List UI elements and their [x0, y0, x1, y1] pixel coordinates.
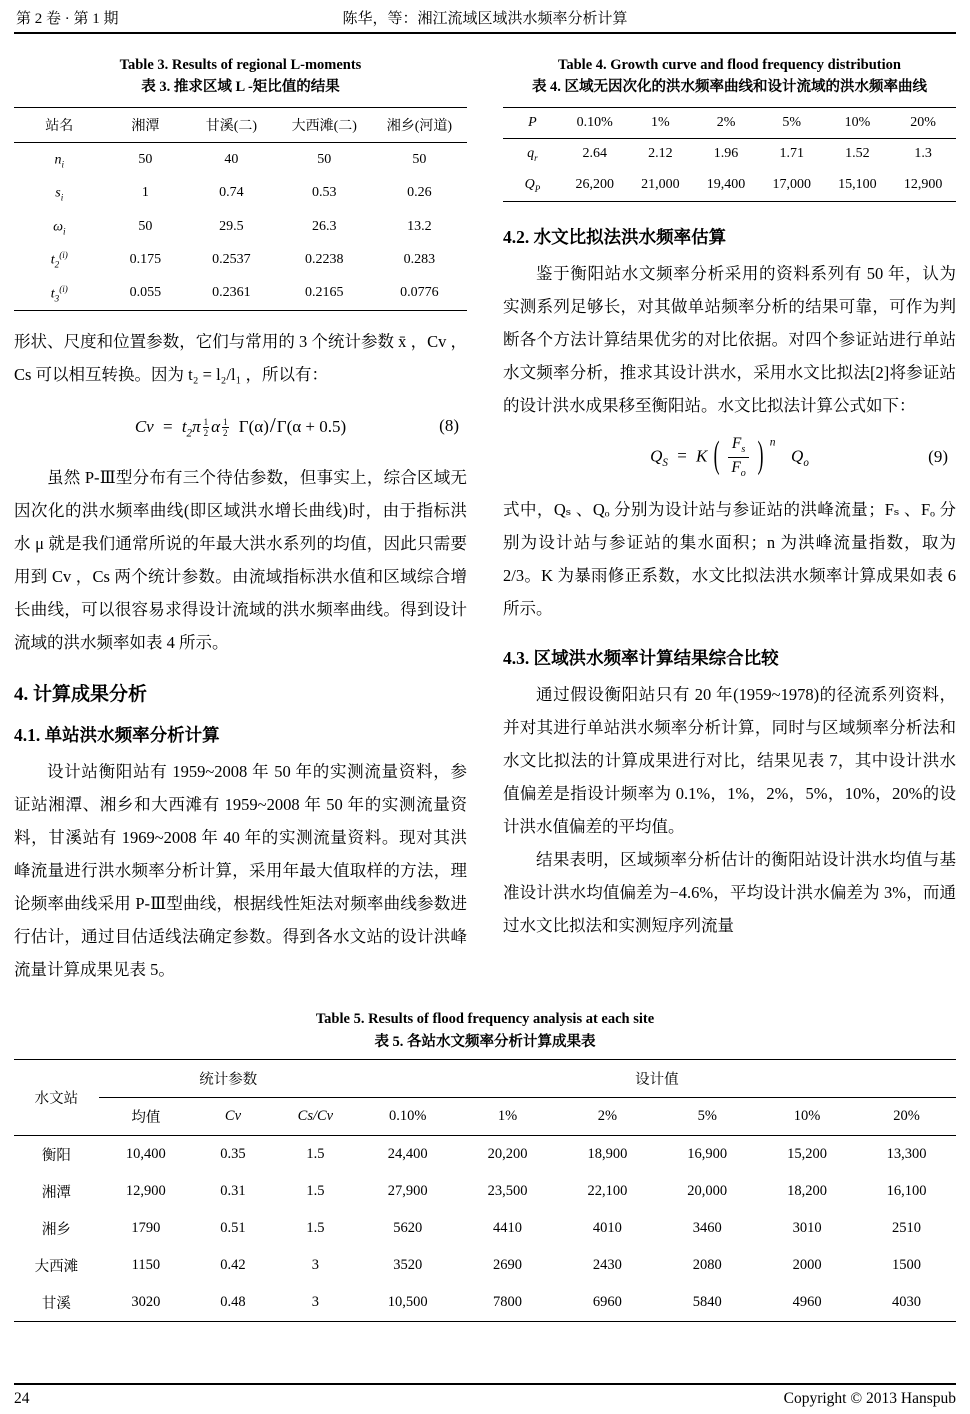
page-number: 24	[14, 1390, 30, 1407]
table-cell: 27,900	[387, 1183, 428, 1200]
table-cell: 0.31	[220, 1183, 246, 1200]
section-heading-4: 4. 计算成果分析	[14, 684, 148, 706]
table4-header-cell: 2%	[716, 114, 736, 130]
table-cell: 0.48	[220, 1294, 246, 1311]
table3	[14, 107, 467, 311]
table3-header-cell: 湘潭	[131, 118, 160, 134]
table-cell: 5620	[393, 1220, 423, 1237]
table-cell: 3460	[692, 1220, 722, 1237]
row-label: $\omega_i$	[53, 219, 66, 237]
table-cell: 1.96	[713, 146, 739, 162]
table-cell: 1.3	[914, 146, 932, 162]
row-label: $s_i$	[55, 186, 64, 203]
table-cell: 19,400	[706, 177, 746, 193]
table-cell: 20,200	[487, 1146, 528, 1163]
row-label: $q_r$	[527, 145, 538, 163]
table-cell: 50	[412, 151, 427, 167]
table-cell: 0.42	[220, 1257, 246, 1274]
table-cell: 18,900	[587, 1146, 628, 1163]
table-cell: 29.5	[219, 218, 244, 234]
running-title: 陈华，等：湘江流域区域洪水频率分析计算	[342, 11, 628, 27]
table4-header-cell: 20%	[910, 114, 936, 130]
subheader-cell: 20%	[893, 1108, 920, 1125]
paragraph: 结果表明，区域频率分析估计的衡阳站设计洪水均值与基准设计洪水均值偏差为−4.6%，平均设计洪水偏差为 3%，而通过水文比拟法和实测短序列流量	[503, 849, 956, 935]
fraction-exponent: $\frac{1}{2}$	[223, 417, 228, 439]
table-row	[14, 1173, 956, 1210]
subheader-cell: 2%	[597, 1108, 618, 1125]
table-row	[14, 1136, 956, 1174]
two-column-body	[14, 54, 956, 986]
table-cell: 2000	[792, 1257, 822, 1274]
table-cell: 4010	[592, 1220, 622, 1237]
row-label: $n_i$	[54, 152, 65, 170]
section-heading-42: 4.2. 水文比拟法洪水频率估算	[503, 226, 727, 247]
table-cell: 1.5	[306, 1146, 325, 1163]
section-heading-43: 4.3. 区域洪水频率计算结果综合比较	[503, 647, 779, 668]
table-cell: 0.055	[129, 285, 162, 301]
table-cell: 23,500	[487, 1183, 528, 1200]
table-cell: 10,400	[125, 1146, 166, 1163]
right-paren: )	[757, 433, 764, 476]
table-cell: 0.26	[407, 185, 432, 201]
row-label: P	[528, 114, 537, 130]
equation-9-body: $Q_S = K$ ( $\frac{F_s}{F_o}$ ) $^n$ $Q_o$	[650, 433, 809, 480]
station-cell: 湘乡	[41, 1222, 71, 1239]
journal-issue: 第 2 卷 · 第 1 期	[16, 11, 119, 27]
station-column-header: 水文站	[34, 1091, 79, 1108]
table-cell: 0.2238	[305, 252, 344, 268]
table3-caption-zh: 表 3. 推求区域 L -矩比值的结果	[141, 79, 340, 96]
table-cell: 4030	[892, 1294, 921, 1311]
table5	[14, 1059, 956, 1322]
table-cell: 50	[138, 218, 153, 234]
equation-8	[14, 403, 467, 449]
page-footer	[14, 1383, 956, 1408]
equation-number: (9)	[928, 447, 948, 467]
copyright-notice: Copyright © 2013 Hanspub	[783, 1390, 956, 1407]
paragraph: 式中，Qₛ 、Qₒ 分别为设计站与参证站的洪峰流量；Fₛ 、Fₒ 分别为设计站与参证站的集水面积；n 为洪峰流量指数，取为 2/3。K 为暴雨修正系数，水文比拟法洪水频率计算成果如表 6 所示。	[503, 499, 956, 618]
table-row	[14, 210, 467, 243]
table-cell: 0.175	[129, 252, 162, 268]
subheader-cell: 0.10%	[388, 1108, 427, 1125]
table3-header-cell: 大西滩(二)	[291, 118, 357, 134]
table-cell: 22,100	[587, 1183, 628, 1200]
table3-caption-en: Table 3. Results of regional L-moments	[119, 57, 362, 73]
table4-header-cell: 10%	[844, 114, 871, 130]
table-cell: 12,900	[125, 1183, 166, 1200]
table-cell: 1.5	[306, 1183, 325, 1200]
table-cell: 6960	[592, 1294, 622, 1311]
table-cell: 0.51	[220, 1220, 246, 1237]
stats-group-header: 统计参数	[99, 1060, 358, 1098]
left-paren: (	[713, 433, 720, 476]
subheader-cell: Cv	[224, 1108, 242, 1125]
table-cell: 50	[138, 151, 153, 167]
table-cell: 1150	[131, 1257, 161, 1274]
table-cell: 26.3	[312, 218, 337, 234]
table-cell: 2510	[892, 1220, 921, 1237]
table-cell: 0.283	[403, 252, 436, 268]
table-cell: 15,100	[838, 177, 877, 193]
table-cell: 3	[311, 1257, 320, 1274]
table3-header-cell: 甘溪(二)	[205, 118, 258, 134]
table-cell: 0.2165	[305, 285, 344, 301]
table-cell: 1.5	[306, 1220, 325, 1237]
table-row	[503, 170, 956, 201]
paragraph: 鉴于衡阳站水文频率分析采用的资料系列有 50 年，认为实测系列足够长，对其做单站频率分析的结果可靠，可作为判断各个方法计算结果优劣的对比依据。对四个参证站进行单站水文频率分析，推求其设计洪水，采用水文比拟法[2]将参证站的设计洪水成果移至衡阳站。水文比拟法计算公式如下：	[503, 263, 956, 415]
table-cell: 3020	[131, 1294, 161, 1311]
table-cell: 3	[311, 1294, 320, 1311]
station-cell: 大西滩	[34, 1259, 79, 1276]
table-cell: 1.52	[845, 146, 870, 162]
table-row	[14, 277, 467, 311]
table4-caption	[503, 54, 956, 99]
table5-caption-zh: 表 5. 各站水文频率分析计算成果表	[374, 1033, 596, 1050]
section-heading-41: 4.1. 单站洪水频率分析计算	[14, 725, 220, 746]
table-cell: 16,100	[886, 1183, 927, 1200]
table-cell: 5840	[692, 1294, 722, 1311]
subheader-cell: Cs/Cv	[297, 1108, 334, 1125]
table-cell: 21,000	[641, 177, 680, 193]
table-cell: 4960	[792, 1294, 822, 1311]
table-cell: 13,300	[886, 1146, 927, 1163]
table-cell: 20,000	[687, 1183, 728, 1200]
table-row	[14, 142, 467, 176]
table-cell: 0.35	[220, 1146, 246, 1163]
table3-header-cell: 湘乡(河道)	[386, 118, 453, 134]
table-cell: 0.2537	[212, 252, 251, 268]
fraction-exponent: $\frac{1}{2}$	[203, 417, 209, 439]
table-row	[14, 1284, 956, 1322]
table-row	[14, 1247, 956, 1284]
table4-header-cell: 1%	[651, 114, 670, 130]
table-cell: 10,500	[387, 1294, 428, 1311]
paragraph: 虽然 P-Ⅲ型分布有三个待估参数，但事实上，综合区域无因次化的洪水频率曲线(即区域洪水增长曲线)时，由于指标洪水 μ 就是我们通常所说的年最大洪水系列的均值，因此只需要用到 Cv ，Cs 两个统计参数。由流域指标洪水值和区域综合增长曲线，可以很容易求得设计流域的洪水频率曲线。得到设计流域的洪水频率如表 4 所示。	[14, 468, 467, 653]
table4-header-cell: 5%	[782, 114, 802, 130]
equation-8-body: $Cv = t_2\pi$ $\frac{1}{2}$ α $\frac{1}{2}$ Γ(α)/Γ(α + 0.5)	[134, 413, 347, 440]
table-cell: 18,200	[787, 1183, 828, 1200]
page-header	[14, 6, 956, 34]
station-cell: 衡阳	[41, 1148, 71, 1165]
table-cell: 2430	[592, 1257, 622, 1274]
table-row	[14, 1210, 956, 1247]
equation-number: (8)	[439, 416, 459, 436]
table-cell: 12,900	[903, 177, 943, 193]
table-cell: 3520	[393, 1257, 423, 1274]
table-cell: 24,400	[387, 1146, 428, 1163]
table-row	[14, 243, 467, 276]
table-cell: 15,200	[787, 1146, 828, 1163]
table4-header-cell: 0.10%	[576, 114, 613, 130]
table5-group-header-row	[14, 1060, 956, 1098]
area-ratio-fraction: $\frac{F_s}{F_o}$	[728, 434, 749, 481]
table-cell: 1.71	[779, 146, 804, 162]
station-cell: 湘潭	[41, 1185, 71, 1202]
table-cell: 4410	[493, 1220, 523, 1237]
equation-9	[503, 434, 956, 481]
table-cell: 50	[317, 151, 332, 167]
table5-section	[14, 1008, 956, 1322]
subheader-cell: 5%	[697, 1108, 717, 1125]
row-label: $t_2^{(i)}$	[50, 250, 68, 270]
table5-caption-en: Table 5. Results of flood frequency analysis at each site	[315, 1011, 655, 1028]
table-row	[14, 176, 467, 209]
table-cell: 2080	[692, 1257, 722, 1274]
subheader-cell: 均值	[131, 1110, 161, 1127]
table-cell: 2690	[493, 1257, 523, 1274]
table-cell: 2.12	[648, 146, 673, 162]
table-cell: 1790	[131, 1220, 161, 1237]
right-column	[503, 54, 956, 986]
table-cell: 26,200	[575, 177, 614, 193]
paragraph: 通过假设衡阳站只有 20 年(1959~1978)的径流系列资料，并对其进行单站洪水频率分析计算，同时与区域频率分析法和水文比拟法的计算成果进行对比，结果见表 7，其中设计洪水值偏差是指设计频率为 0.1%，1%，2%，5%，10%，20%的设计洪水值偏差的平均值。	[503, 684, 956, 836]
table4-header-row	[503, 107, 956, 138]
table-cell: 16,900	[687, 1146, 728, 1163]
table5-caption	[14, 1008, 956, 1053]
row-label: $t_3^{(i)}$	[50, 283, 68, 304]
table-cell: 40	[224, 151, 239, 167]
paragraph-continuation: 形状、尺度和位置参数，它们与常用的 3 个统计参数 x̄ ，Cv ，Cs 可以相互转换。因为 t₂ = l₂/l₁ ，所以有：	[14, 332, 467, 385]
station-cell: 甘溪	[41, 1296, 71, 1313]
table-cell: 3010	[792, 1220, 822, 1237]
table-cell: 1	[141, 185, 149, 201]
table-cell: 17,000	[772, 177, 811, 193]
subheader-cell: 10%	[793, 1108, 821, 1125]
table3-header-row	[14, 107, 467, 142]
table3-header-cell: 站名	[45, 118, 74, 134]
table-cell: 0.2361	[212, 285, 251, 301]
table-cell: 13.2	[407, 218, 432, 234]
table-cell: 7800	[493, 1294, 523, 1311]
paragraph: 设计站衡阳站有 1959~2008 年 50 年的实测流量资料，参证站湘潭、湘乡和大西滩有 1959~2008 年 50 年的实测流量资料，甘溪站有 1969~2008 年 40 年的实测流量资料。现对其洪峰流量进行洪水频率分析计算，采用年最大值取样的方法，理论频率曲线采用 P-Ⅲ型曲线，根据线性矩法对频率曲线参数进行估计，通过目估适线法确定参数。得到各水文站的设计洪峰流量计算成果见表 5。	[14, 762, 467, 980]
subheader-cell: 1%	[497, 1108, 518, 1125]
table4	[503, 107, 956, 202]
table3-caption	[14, 54, 467, 99]
table4-caption-en: Table 4. Growth curve and flood frequency distribution	[558, 57, 901, 73]
design-group-header: 设计值	[358, 1060, 956, 1098]
table-cell: 0.74	[219, 185, 244, 201]
table4-caption-zh: 表 4. 区域无因次化的洪水频率曲线和设计流域的洪水频率曲线	[531, 79, 928, 96]
left-column	[14, 54, 467, 986]
row-label: $Q_P$	[524, 176, 541, 194]
table5-subheader-row	[14, 1098, 956, 1136]
table-cell: 1500	[892, 1257, 921, 1274]
table-cell: 0.0776	[400, 285, 439, 301]
table-cell: 0.53	[312, 185, 337, 201]
table-cell: 2.64	[582, 146, 607, 162]
table-row	[503, 138, 956, 169]
